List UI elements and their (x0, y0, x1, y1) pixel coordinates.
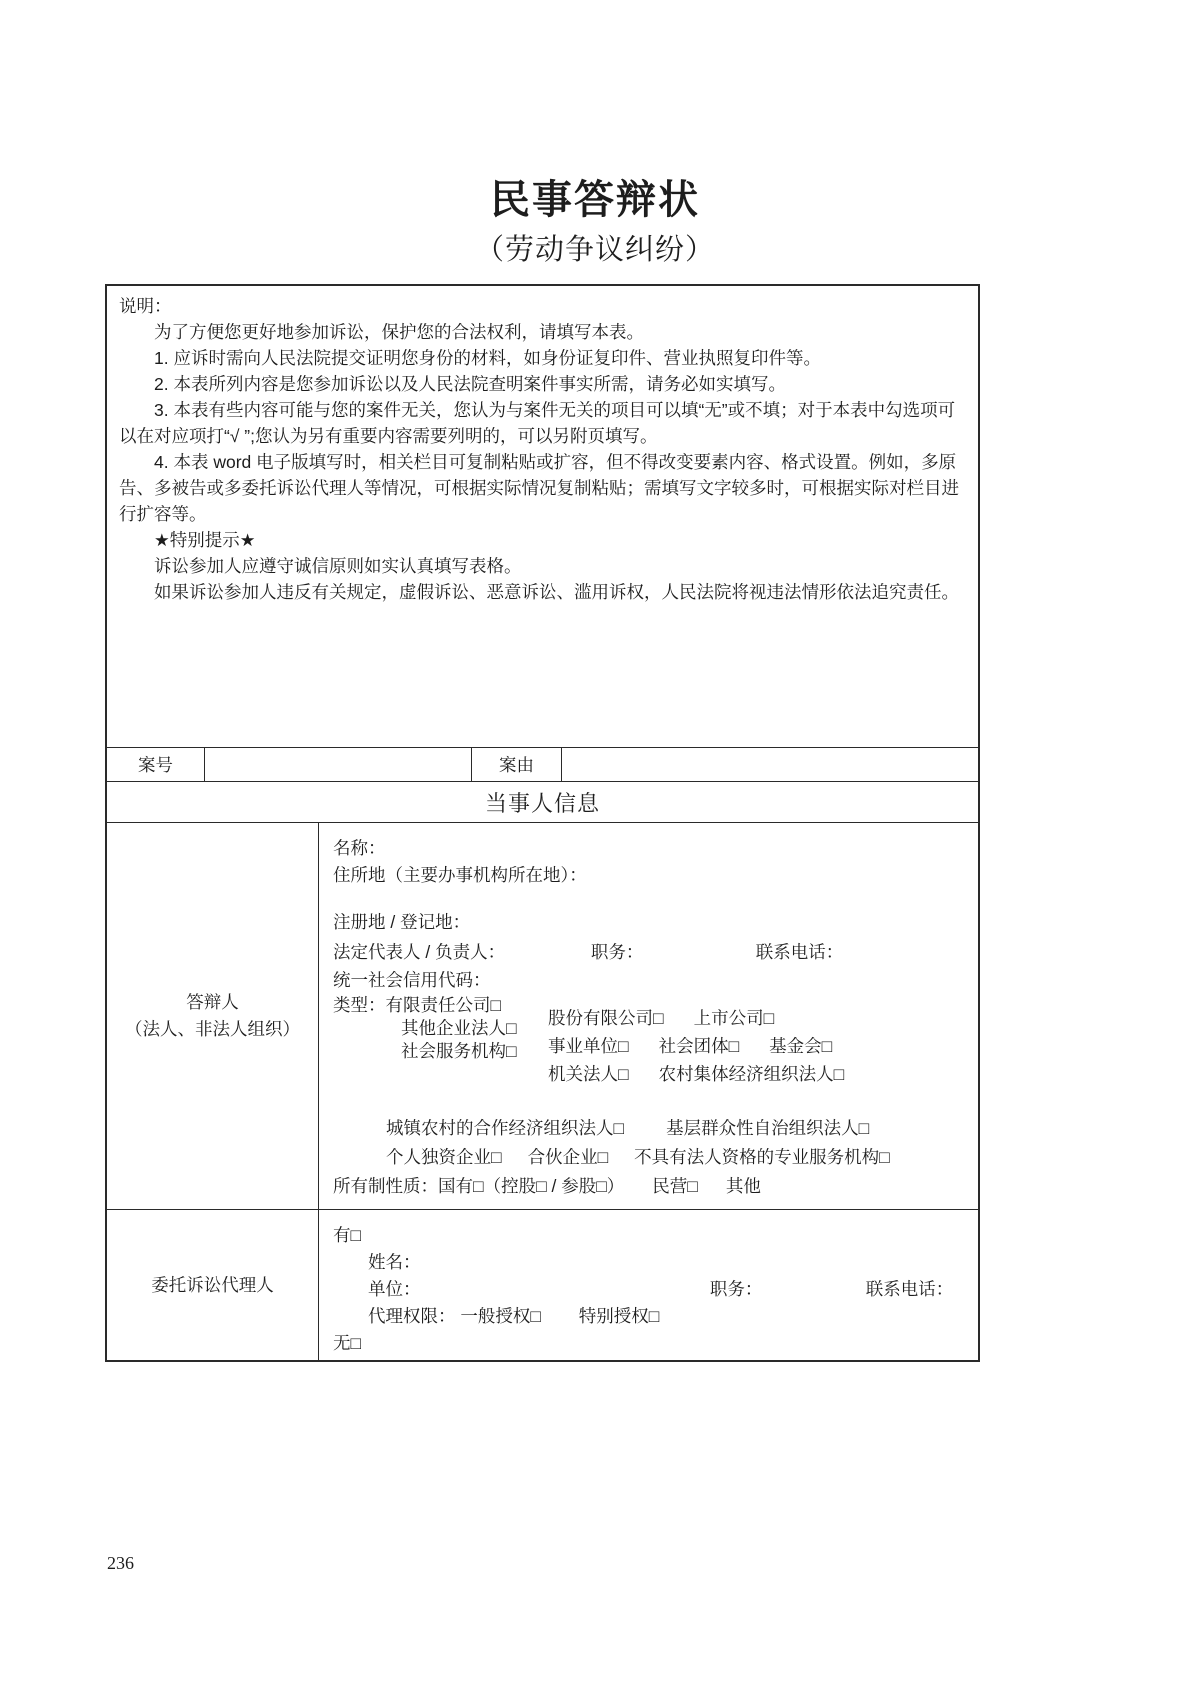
notice-line: 4. 本表 word 电子版填写时，相关栏目可复制粘贴或扩容，但不得改变要素内容、格式设置。例如，多原告、多被告或多委托诉讼代理人等情况，可根据实际情况复制粘贴；需填写文字较多时，可根据实际对栏目进行扩容等。 (119, 452, 959, 524)
agent-none-checkbox: 无□ (333, 1333, 362, 1353)
case-number-value (205, 748, 472, 781)
respondent-sublabel: （法人、非法人组织） (125, 1019, 300, 1039)
page-number: 236 (107, 1553, 134, 1573)
ownership-lead (333, 1172, 624, 1201)
type-option-row (548, 1004, 844, 1032)
type-option-checkbox: 其他企业法人□ (401, 1018, 517, 1038)
type-checkbox-block (333, 994, 964, 1088)
legal-rep-line (333, 937, 964, 967)
type-option-checkbox: 合伙企业□ (527, 1147, 609, 1167)
form-table (105, 284, 980, 1362)
type-option-checkbox: 机关法人□ (548, 1064, 629, 1084)
type-option-checkbox: 基层群众性自治组织法人□ (666, 1118, 870, 1138)
notice-special-tip: ★特别提示★ (154, 530, 256, 550)
agent-has-checkbox: 有□ (333, 1225, 362, 1245)
agent-authority-line (333, 1303, 964, 1330)
notice-section (107, 286, 978, 747)
type-option-checkbox: 社会团体□ (658, 1036, 740, 1056)
type-option-row (333, 1114, 964, 1143)
spacer (333, 1088, 964, 1114)
name-field-label: 名称： (333, 838, 386, 858)
type-option-checkbox: 不具有法人资格的专业服务机构□ (634, 1147, 890, 1167)
ownership-row (333, 1172, 964, 1201)
ownership-field-label: 所有制性质： (333, 1176, 438, 1196)
type-option-checkbox: 事业单位□ (548, 1036, 629, 1056)
type-option-checkbox: 个人独资企业□ (386, 1147, 502, 1167)
type-column-right (548, 994, 844, 1088)
party-info-header: 当事人信息 (107, 781, 978, 822)
agent-unit-line (333, 1276, 964, 1303)
notice-line: 1. 应诉时需向人民法院提交证明您身份的材料，如身份证复印件、营业执照复印件等。 (154, 348, 821, 368)
type-option-checkbox: 股份有限公司□ (548, 1008, 664, 1028)
type-option-row (548, 1032, 844, 1060)
agent-authority-option-checkbox: 一般授权□ (460, 1306, 541, 1326)
ownership-option-checkbox: 民营□ (652, 1176, 698, 1196)
cause-value (562, 748, 978, 781)
agent-label: 委托诉讼代理人 (151, 1274, 274, 1295)
respondent-label-cell (107, 823, 319, 1209)
phone-field-label: 联系电话： (755, 942, 844, 962)
type-option-line (333, 994, 548, 1017)
type-option-checkbox: 农村集体经济组织法人□ (658, 1064, 845, 1084)
spacer (333, 889, 964, 907)
type-option-checkbox: 上市公司□ (693, 1008, 775, 1028)
agent-authority-field-label: 代理权限： (368, 1306, 456, 1326)
registration-field-label: 注册地 / 登记地： (333, 912, 471, 932)
notice-line: 如果诉讼参加人违反有关规定，虚假诉讼、恶意诉讼、滥用诉权，人民法院将视违法情形依法追究责任。 (154, 582, 959, 602)
agent-unit-field-label: 单位： (368, 1279, 421, 1299)
type-option-row (548, 1060, 844, 1088)
page-title: 民事答辩状 (490, 178, 700, 222)
cause-label: 案由 (472, 748, 562, 781)
respondent-content-cell (319, 823, 978, 1209)
notice-line: 为了方便您更好地参加诉讼，保护您的合法权利，请填写本表。 (154, 322, 644, 342)
agent-authority-option-checkbox: 特别授权□ (578, 1306, 660, 1326)
agent-phone-field-label: 联系电话： (865, 1279, 954, 1299)
case-number-label: 案号 (107, 748, 205, 781)
respondent-row (107, 822, 978, 1209)
agent-row (107, 1209, 978, 1360)
type-field-label: 类型： (333, 995, 386, 1015)
type-option-checkbox: 有限责任公司□ (385, 995, 502, 1015)
legal-rep-field-label: 法定代表人 / 负责人： (333, 942, 506, 962)
type-option-row (333, 1143, 964, 1172)
agent-label-cell (107, 1210, 319, 1360)
page-subtitle: （劳动争议纠纷） (474, 234, 715, 266)
ownership-option-checkbox: 国有□（控股□ / 参股□） (438, 1176, 625, 1196)
notice-line: 诉讼参加人应遵守诚信原则如实认真填写表格。 (154, 556, 522, 576)
notice-line: 3. 本表有些内容可能与您的案件无关，您认为与案件无关的项目可以填“无”或不填；对于本表中勾选项可以在对应项打“√ ”;您认为另有重要内容需要列明的，可以另附页填写。 (119, 400, 956, 446)
notice-line: 2. 本表所列内容是您参加诉讼以及人民法院查明案件事实所需，请务必如实填写。 (154, 374, 786, 394)
type-option-checkbox: 基金会□ (769, 1036, 833, 1056)
residence-field-label: 住所地（主要办事机构所在地）： (333, 865, 587, 885)
notice-heading: 说明： (119, 296, 172, 316)
type-option-checkbox: 城镇农村的合作经济组织法人□ (386, 1118, 625, 1138)
case-row (107, 747, 978, 781)
respondent-label: 答辩人 (186, 992, 239, 1012)
agent-duty-field-label: 职务： (709, 1279, 763, 1299)
duty-field-label: 职务： (590, 942, 644, 962)
ownership-option-label: 其他 (725, 1176, 761, 1196)
type-option-checkbox: 社会服务机构□ (401, 1041, 517, 1061)
type-column-left (333, 994, 548, 1088)
credit-code-field-label: 统一社会信用代码： (333, 970, 491, 990)
agent-content-cell (319, 1210, 978, 1360)
agent-name-field-label: 姓名： (368, 1252, 421, 1272)
